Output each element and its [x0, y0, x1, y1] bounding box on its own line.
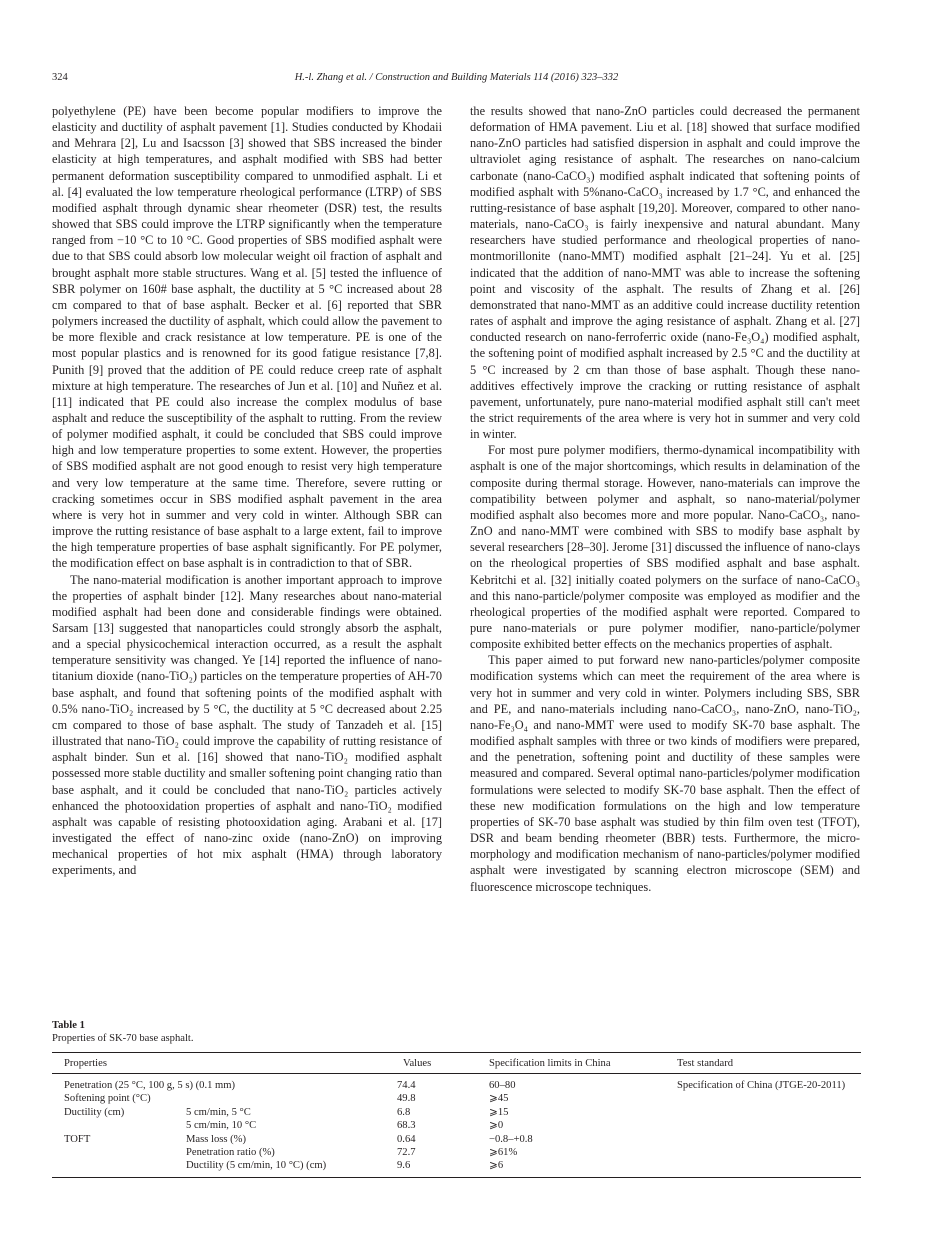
table-cell: [665, 1119, 861, 1132]
table-cell: 49.8: [397, 1093, 416, 1105]
table-cell: Specification of China (JTGE-20-2011): [677, 1080, 846, 1091]
table-cell: Softening point (°C): [64, 1093, 151, 1105]
table-cell: [665, 1146, 861, 1159]
left-column: [52, 103, 442, 879]
table-cell: [665, 1092, 861, 1105]
column-header: Specification limits in China: [477, 1053, 665, 1074]
table-cell: [665, 1159, 861, 1177]
table-row: [52, 1133, 861, 1146]
table-cell: 9.6: [397, 1160, 411, 1172]
table-cell: 60–80: [489, 1080, 516, 1091]
column-header: Properties: [52, 1053, 174, 1074]
table-cell: 0.64: [397, 1133, 416, 1145]
table-cell: TOFT: [64, 1133, 91, 1145]
paragraph: The nano-material modification is another important approach to improve the properties of asphalt binder [12]. Many researches about nano-material modified asphalt had been done and considerable findings were obtained. Sarsam [13] suggested that nanoparticles could strongly absorb the asphalt, and a special physicochemical interaction occurred, as a result the asphalt temperature sensitivity was changed. Ye [14] reported the influence of nano-titanium dioxide (nano-TiO₂) particles on the temperature properties of AH-70 base asphalt, and found that softening points of the modified asphalt with 0.5% nano-TiO₂ increased by 5 °C, the ductility at 5 °C decreased about 2.25 cm compared to those of base asphalt. The study of Tanzadeh et al. [15] illustrated that nano-TiO₂ could improve the capability of rutting resistance of asphalt binder. Sun et al. [16] showed that nano-TiO₂ modified asphalt possessed more stable ductility and smaller softening point changing ratio than base asphalt, and it could be concluded that nano-TiO₂ particles actively enhanced the photooxidation properties of asphalt and nano-TiO₂ modified asphalt was capable of resisting photooxidation aging. Arabani et al. [17] investigated the effect of nano-zinc oxide (nano-ZnO) on improving mechanical properties of hot mix asphalt (HMA) through laboratory experiments, and: [52, 572, 442, 878]
table-cell: ⩾45: [489, 1093, 509, 1105]
paragraph: For most pure polymer modifiers, thermo-dynamical incompatibility with asphalt is one of the major shortcomings, which results in delamination of the composite during thermal storage. However, nano-materials can improve the compatibility between polymer and asphalt, so nano-material/polymer modified asphalt also becomes more and more popular. Nano-CaCO₃, nano-ZnO and nano-MMT were combined with SBS to modify base asphalt by several researchers [28–30]. Jerome [31] discussed the influence of nano-clays on the rheological properties of SBS modified asphalt and base asphalt. Kebritchi et al. [32] initially coated polymers on the surface of nano-CaCO₃ and this nano-particle/polymer composite was employed as modifier and the rheological properties of the modified asphalt were reported. Compared to pure nano-materials or pure polymer modifier, nano-particle/polymer composite exhibited better effects on the mechanics properties of asphalt.: [470, 443, 860, 652]
table-row: [52, 1119, 861, 1132]
column-header: Test standard: [665, 1053, 861, 1074]
right-column: [470, 103, 860, 895]
paragraph: the results showed that nano-ZnO particles could decreased the permanent deformation of HMA pavement. Liu et al. [18] showed that surface modified nano-ZnO particles had satisfied dispersion in asphalt and could improve the ultraviolet aging resistance of asphalt. The researches on nano-calcium carbonate (nano-CaCO₃) modified asphalt indicated that softening points of modified asphalt with 5%nano-CaCO₃ increased by 1.7 °C, and enhanced the rutting-resistance of base asphalt [19,20]. Moreover, compared to other nano-materials, nano-CaCO₃ is fairly inexpensive and natural abundant. Many researchers have studied performance and rheological properties of nano-montmorillonite (nano-MMT) modified asphalt [21–24]. Yu et al. [25] indicated that the addition of nano-MMT was able to increase the softening point and viscosity of the asphalt. The results of Zhang et al. [26] demonstrated that nano-MMT as an additive could increase ductility retention rates of asphalt and improve the aging resistance of asphalt. Zhang et al. [27] conducted research on nano-ferroferric oxide (nano-Fe₃O₄) modified asphalt, the softening point of modified asphalt increased by 2.5 °C and the ductility at 5 °C increased by 2 cm than those of base asphalt. Though these nano-additives effectively improve the cracking or rutting resistance of asphalt pavement, unfortunately, pure nano-material modified asphalt still can't meet the strict requirements of the area where is very hot in summer and very cold in winter.: [470, 104, 860, 442]
table-cell: [665, 1106, 861, 1119]
page-number: 324: [52, 72, 68, 83]
table-cell: [665, 1133, 861, 1146]
table-cell: Penetration (25 °C, 100 g, 5 s) (0.1 mm): [64, 1080, 236, 1091]
table-cell: ⩾0: [489, 1120, 504, 1132]
table-cell: 6.8: [397, 1106, 411, 1118]
paragraph: polyethylene (PE) have been become popular modifiers to improve the elasticity and ductility of asphalt pavement [1]. Studies conducted by Khodaii and Mehrara [2], Lu and Isacsson [3] showed that SBS increased the binder elasticity at high temperatures, and asphalt modified with SBS had better permanent deformation susceptibility compared to unmodified asphalt. Li et al. [4] evaluated the low temperature rheological performance (LTRP) of SBS modified asphalt through dynamic shear rheometer (DSR) test, the results showed that SBS could improve the LTRP significantly when the temperature ranged from −10 °C to 10 °C. Good properties of SBS modified asphalt were due to that SBS could absorb low molecular weight oil fraction of asphalt and brought asphalt more stable structures. Wang et al. [5] tested the influence of SBR polymer on 160# base asphalt, the ductility at 5 °C increased about 28 cm compared to that of base asphalt. Becker et al. [6] reported that SBR polymers increased the ductility of asphalt, which could allow the pavement to be more flexible and crack resistance at low temperature. PE is one of the most popular plastics and is renowned for its good fatigue resistance [7,8]. Punith [9] proved that the addition of PE could reduce creep rate of asphalt mixture at high temperature. The researches of Jun et al. [10] and Nuñez et al. [11] indicated that PE could also increase the complex modulus of base asphalt and reduce the susceptibility of the asphalt to rutting. From the review of polymer modified asphalt, it could be concluded that SBS could improve high and low temperature properties to some extent. However, the properties of SBS modified asphalt are not good enough to resist very high temperature and very low temperature at the same time. Therefore, severe rutting or cracking sometimes occur in SBS modified asphalt pavement in the area where is very hot in summer and very cold in winter. Although SBR can improve the rutting resistance of base asphalt to a large extent, fail to improve the high temperature properties of base asphalt significantly. For PE polymer, the modification effect on base asphalt is in contradiction to that of SBR.: [52, 104, 442, 571]
table-cell: 68.3: [397, 1120, 416, 1132]
table-1: [52, 1019, 861, 1178]
column-header: [174, 1053, 391, 1074]
table-cell: Penetration ratio (%): [186, 1147, 275, 1159]
table-cell: 5 cm/min, 10 °C: [186, 1120, 257, 1132]
table-row: [52, 1074, 861, 1093]
table-cell: Mass loss (%): [186, 1133, 247, 1145]
table-row: [52, 1092, 861, 1105]
table-cell: [52, 1159, 174, 1177]
table-cell: −0.8–+0.8: [489, 1133, 533, 1145]
table-cell: Ductility (cm): [64, 1106, 125, 1118]
table-cell: 5 cm/min, 5 °C: [186, 1106, 251, 1118]
table-cell: ⩾61%: [489, 1147, 518, 1159]
running-head: H.-l. Zhang et al. / Construction and Building Materials 114 (2016) 323–332: [294, 72, 619, 83]
table-cell: ⩾15: [489, 1106, 509, 1118]
table-row: [52, 1146, 861, 1159]
table-cell: ⩾6: [489, 1160, 504, 1172]
column-header: Values: [391, 1053, 477, 1074]
table-cell: Ductility (5 cm/min, 10 °C) (cm): [186, 1160, 327, 1172]
table-row: [52, 1106, 861, 1119]
table-row: [52, 1159, 861, 1177]
table-caption: Properties of SK-70 base asphalt.: [52, 1033, 194, 1044]
table-cell: [52, 1146, 174, 1159]
properties-table: [52, 1052, 861, 1178]
table-cell: 72.7: [397, 1147, 416, 1159]
table-cell: 74.4: [397, 1080, 416, 1091]
paragraph: This paper aimed to put forward new nano-particles/polymer composite modification systems which can meet the requirement of the area where is very hot in summer and very cold in winter. Polymers including SBS, SBR and PE, and nano-materials including nano-CaCO₃, nano-ZnO, nano-TiO₂, nano-Fe₃O₄ and nano-MMT were used to modify SK-70 base asphalt. The modified asphalt samples with three or two kinds of modifiers were prepared, and the penetration, softening point and ductility of these samples were measured and compared. Several optimal nano-particles/polymer modification formulations were selected to modify SK-70 base asphalt. Then the effect of these new modification formulations on the high and low temperature properties of SK-70 base asphalt was studied by thin film oven test (TFOT), DSR and beam bending rheometer (BBR) tests. Furthermore, the micro-morphology and modification mechanism of nano-particles/polymer modified asphalt were investigated by scanning electron microscope (SEM) and fluorescence microscope techniques.: [470, 653, 860, 894]
running-header: [52, 72, 861, 88]
table-label: Table 1: [52, 1020, 85, 1031]
table-cell: [52, 1119, 174, 1132]
table-header-row: [52, 1053, 861, 1074]
